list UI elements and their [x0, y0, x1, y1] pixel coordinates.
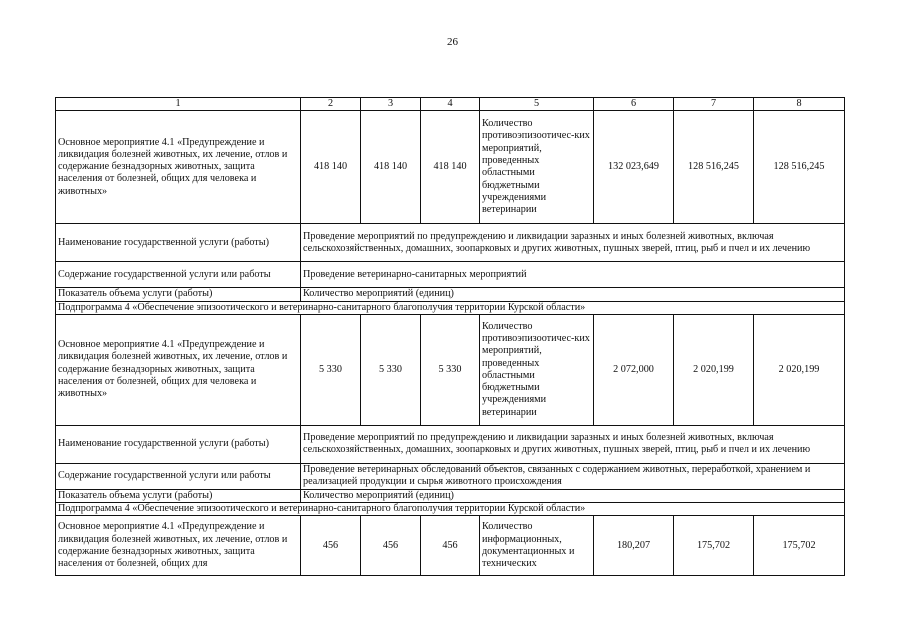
volume-indicator-value: Количество мероприятий (единиц) [301, 489, 845, 502]
subprogram-title: Подпрограмма 4 «Обеспечение эпизоотического и ветеринарно-санитарного благополучия территории Курской области» [56, 301, 845, 314]
value-col2: 456 [301, 516, 361, 576]
value-col6: 132 023,649 [594, 111, 674, 224]
indicator-name: Количество информационных, документационных и технических [480, 516, 594, 576]
value-col7: 128 516,245 [674, 111, 754, 224]
volume-indicator-row [56, 288, 845, 301]
value-col2: 418 140 [301, 111, 361, 224]
measure-row [56, 314, 845, 425]
volume-indicator-row [56, 489, 845, 502]
header-cell: 4 [421, 98, 480, 111]
service-content-row [56, 262, 845, 288]
measure-name: Основное мероприятие 4.1 «Предупреждение и ликвидация болезней животных, их лечение, отлов и содержание безнадзорных животных, защита населения от болезней, общих для человека и животных» [56, 314, 301, 425]
header-cell: 3 [361, 98, 421, 111]
value-col8: 128 516,245 [754, 111, 845, 224]
value-col8: 175,702 [754, 516, 845, 576]
volume-indicator-label: Показатель объема услуги (работы) [56, 489, 301, 502]
service-content-value: Проведение ветеринарных обследований объектов, связанных с содержанием животных, переработкой, хранением и реализацией продукции и сырья животного происхождения [301, 463, 845, 489]
service-name-row [56, 425, 845, 463]
header-cell: 2 [301, 98, 361, 111]
service-name-label: Наименование государственной услуги (работы) [56, 224, 301, 262]
value-col6: 180,207 [594, 516, 674, 576]
indicator-name: Количество противоэпизоотичес-ких мероприятий, проведенных областными бюджетными учреждениями ветеринарии [480, 111, 594, 224]
value-col4: 456 [421, 516, 480, 576]
value-col6: 2 072,000 [594, 314, 674, 425]
service-content-label: Содержание государственной услуги или работы [56, 463, 301, 489]
header-cell: 7 [674, 98, 754, 111]
header-cell: 6 [594, 98, 674, 111]
indicator-name: Количество противоэпизоотичес-ких мероприятий, проведенных областными бюджетными учреждениями ветеринарии [480, 314, 594, 425]
header-row [56, 98, 845, 111]
measure-name: Основное мероприятие 4.1 «Предупреждение и ликвидация болезней животных, их лечение, отлов и содержание безнадзорных животных, защита населения от болезней, общих для [56, 516, 301, 576]
header-cell: 8 [754, 98, 845, 111]
service-content-value: Проведение ветеринарно-санитарных мероприятий [301, 262, 845, 288]
value-col2: 5 330 [301, 314, 361, 425]
value-col3: 5 330 [361, 314, 421, 425]
service-name-row [56, 224, 845, 262]
subprogram-title: Подпрограмма 4 «Обеспечение эпизоотического и ветеринарно-санитарного благополучия территории Курской области» [56, 503, 845, 516]
page-bottom-margin [0, 584, 905, 640]
budget-table [55, 97, 845, 576]
measure-name: Основное мероприятие 4.1 «Предупреждение и ликвидация болезней животных, их лечение, отлов и содержание безнадзорных животных, защита населения от болезней, общих для человека и животных» [56, 111, 301, 224]
service-name-label: Наименование государственной услуги (работы) [56, 425, 301, 463]
measure-row [56, 111, 845, 224]
value-col3: 418 140 [361, 111, 421, 224]
service-name-value: Проведение мероприятий по предупреждению и ликвидации заразных и иных болезней животных, включая сельскохозяйственных, домашних, зоопарковых и других животных, пушных зверей, птиц, рыб и пчел и их лечению [301, 224, 845, 262]
volume-indicator-label: Показатель объема услуги (работы) [56, 288, 301, 301]
subprogram-row [56, 503, 845, 516]
value-col3: 456 [361, 516, 421, 576]
value-col4: 418 140 [421, 111, 480, 224]
subprogram-row [56, 301, 845, 314]
header-cell: 5 [480, 98, 594, 111]
value-col7: 2 020,199 [674, 314, 754, 425]
page-number: 26 [447, 36, 458, 48]
measure-row [56, 516, 845, 576]
service-content-label: Содержание государственной услуги или работы [56, 262, 301, 288]
header-cell: 1 [56, 98, 301, 111]
value-col7: 175,702 [674, 516, 754, 576]
service-name-value: Проведение мероприятий по предупреждению и ликвидации заразных и иных болезней животных, включая сельскохозяйственных, домашних, зоопарковых и других животных, пушных зверей, птиц, рыб и пчел и их лечению [301, 425, 845, 463]
value-col4: 5 330 [421, 314, 480, 425]
value-col8: 2 020,199 [754, 314, 845, 425]
service-content-row [56, 463, 845, 489]
volume-indicator-value: Количество мероприятий (единиц) [301, 288, 845, 301]
